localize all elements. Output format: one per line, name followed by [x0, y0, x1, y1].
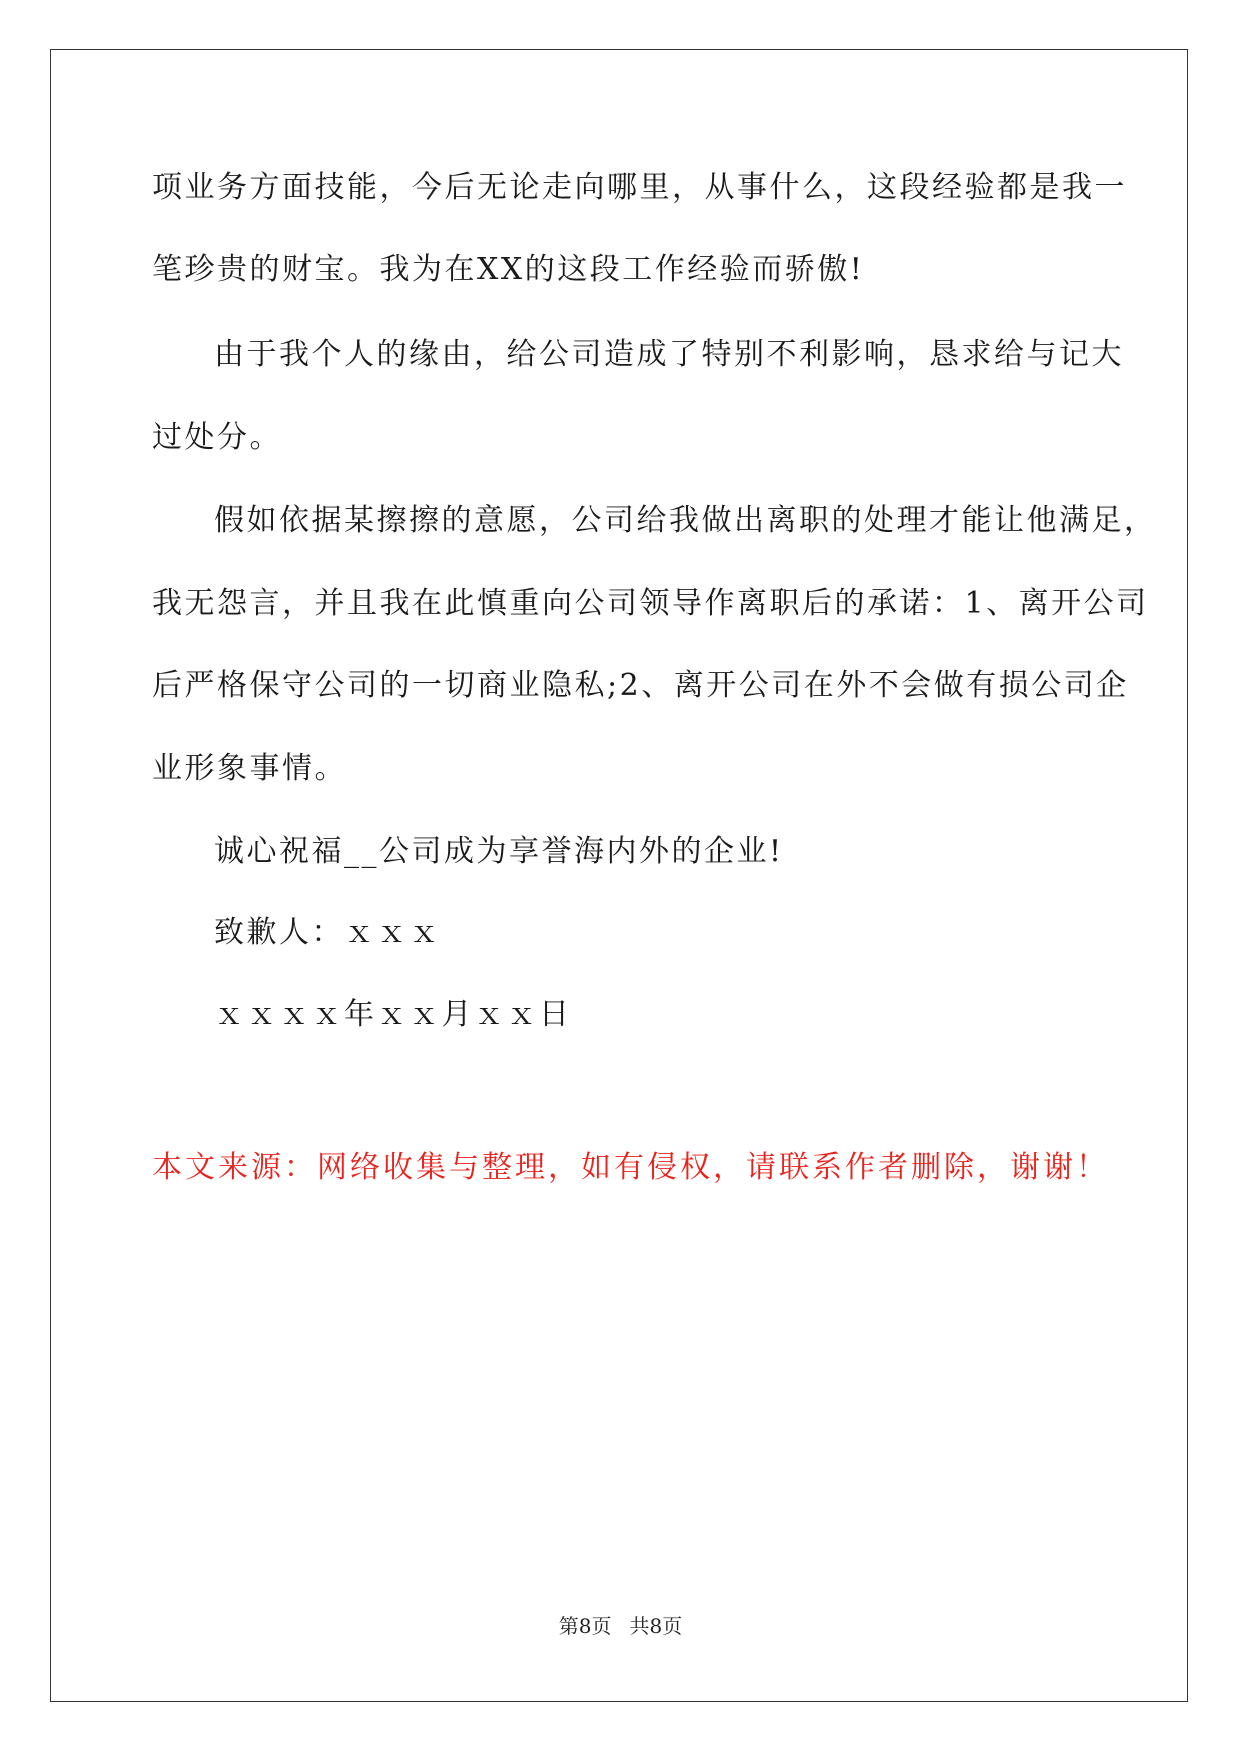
total-pages-label: 共8页	[629, 1614, 683, 1638]
body-line-1: 项业务方面技能，今后无论走向哪里，从事什么，这段经验都是我一	[152, 170, 1127, 205]
page-footer	[0, 1614, 1241, 1638]
body-line-8: 业形象事情。	[152, 751, 347, 786]
body-line-2: 笔珍贵的财宝。我为在XX的这段工作经验而骄傲!	[152, 252, 865, 287]
body-line-7: 后严格保守公司的一切商业隐私;2、离开公司在外不会做有损公司企	[152, 668, 1129, 703]
page-frame	[50, 49, 1188, 1702]
body-line-5: 假如依据某擦擦的意愿，公司给我做出离职的处理才能让他满足，	[214, 503, 1157, 538]
body-line-4: 过处分。	[152, 420, 282, 455]
body-line-6: 我无怨言，并且我在此慎重向公司领导作离职后的承诺：1、离开公司	[152, 586, 1149, 621]
source-note: 本文来源：网络收集与整理，如有侵权，请联系作者删除，谢谢！	[152, 1150, 1109, 1185]
date-line: ｘｘｘｘ年ｘｘ月ｘｘ日	[214, 997, 572, 1032]
apologizer-line: 致歉人：ｘｘｘ	[214, 915, 442, 950]
blessing-line: 诚心祝福__公司成为享誉海内外的企业!	[214, 834, 784, 869]
current-page-label: 第8页	[558, 1614, 612, 1638]
body-line-3: 由于我个人的缘由，给公司造成了特别不利影响，恳求给与记大	[214, 337, 1124, 372]
